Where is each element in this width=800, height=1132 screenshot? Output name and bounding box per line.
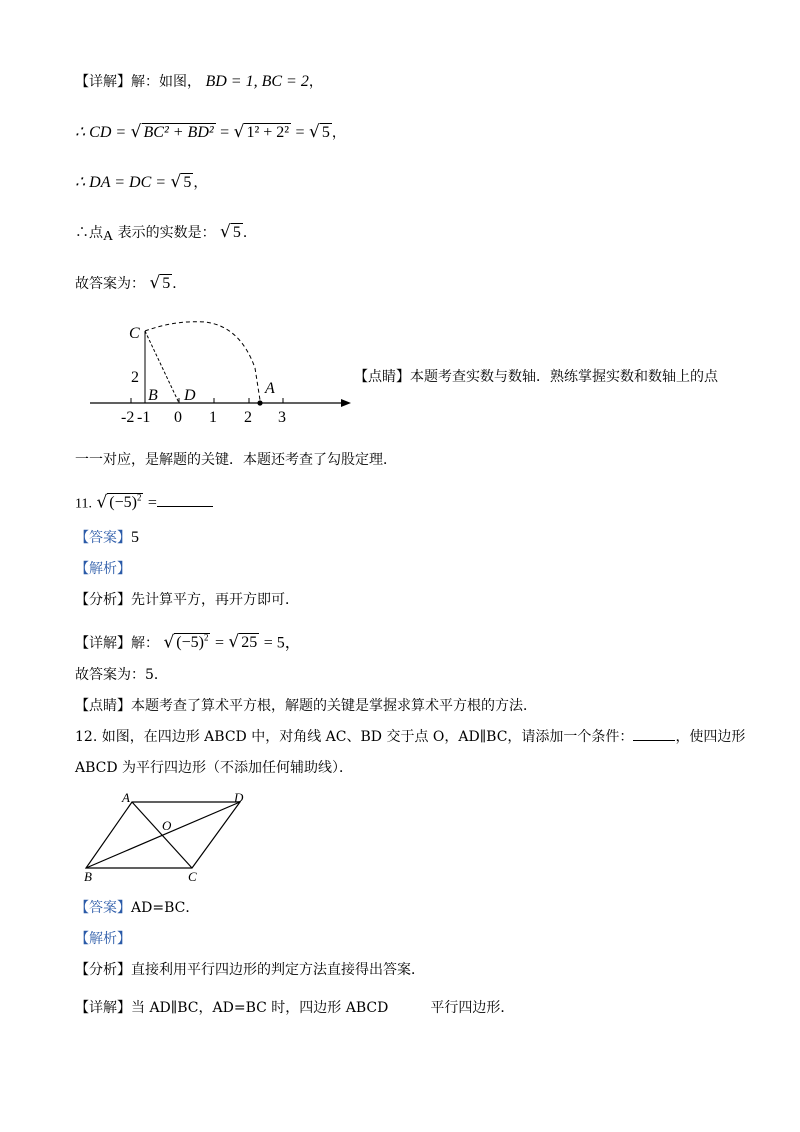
label-b: B <box>148 387 158 404</box>
q10-comment-line2 <box>75 450 397 470</box>
fenxi-text: 先计算平方，再开方即可． <box>131 592 299 608</box>
q10-detail-line: 【详解】解：如图， BD = 1, BC = 2， <box>75 73 323 90</box>
step2-prefix: ∴ DA = DC = <box>75 174 167 191</box>
analysis-tag: 【解析】 <box>75 931 131 947</box>
fenxi-text: 直接利用平行四边形的判定方法直接得出答案． <box>131 962 425 978</box>
axis-arrow-icon <box>341 399 351 407</box>
q11-question <box>75 488 213 514</box>
equals-sign: = <box>214 634 224 652</box>
q12-fenxi <box>75 960 425 980</box>
comment-tag: 【点睛】 <box>354 369 410 385</box>
arc-c-to-a <box>145 322 260 400</box>
question-text-line2: ABCD 为平行四边形（不添加任何辅助线）． <box>75 760 354 776</box>
q11-comment <box>75 696 537 716</box>
q11-fenxi <box>75 590 299 610</box>
final-text: 故答案为：5． <box>75 667 168 683</box>
comment-text: 本题考查了算术平方根，解题的关键是掌握求算术平方根的方法． <box>131 698 537 714</box>
detail-intro: 解：如图， <box>131 74 201 90</box>
sqrt-mid: √ 25 <box>228 632 258 653</box>
point-a-label: A <box>103 229 114 244</box>
q11-answer <box>75 528 139 548</box>
q12-question-line2 <box>75 758 353 778</box>
detail-tag: 【详解】 <box>75 635 131 652</box>
label-d: D <box>234 790 244 805</box>
equals-sign: = <box>147 494 157 512</box>
sqrt-expression: √ $(-5)^2$ <box>163 632 209 653</box>
tick-label: 1 <box>209 409 217 426</box>
q12-detail <box>75 998 514 1018</box>
equals-sign: = <box>220 124 230 141</box>
equals-sign-2: = <box>295 124 305 141</box>
q10-step3: ∴点A 表示的实数是： √ 5 ． <box>75 222 257 244</box>
sqrt-result: √ 5 <box>149 273 171 293</box>
analysis-tag: 【解析】 <box>75 561 131 577</box>
tick-label: -1 <box>137 409 151 426</box>
comment-text: 本题考查实数与数轴．熟练掌握实数和数轴上的点 <box>410 369 718 385</box>
answer-value: AD=BC． <box>131 900 200 916</box>
label-c: C <box>188 869 197 884</box>
tick-label: 3 <box>278 409 286 426</box>
label-b: B <box>84 869 92 884</box>
q10-comment-line1 <box>354 367 718 387</box>
step3-text: ∴点 <box>75 225 103 241</box>
q12-analysis <box>75 929 131 949</box>
q11-detail <box>75 628 301 653</box>
detail-tag: 【详解】 <box>75 74 131 90</box>
q12-question-line1 <box>75 726 745 747</box>
label-o: O <box>162 818 172 833</box>
detail-result: = 5， <box>263 634 301 652</box>
q10-step1: ∴ CD = √ BC² + BD² = √ 1² + 2² = √ 5 ， <box>75 122 346 142</box>
sqrt-result: √ 5 <box>220 222 241 242</box>
q11-analysis <box>75 559 131 579</box>
tick-label: 0 <box>174 409 182 426</box>
label-a: A <box>265 380 275 397</box>
sqrt-expression: √ $(-5)^2$ <box>96 492 142 513</box>
parallelogram-figure <box>80 788 260 888</box>
answer-value: 5 <box>131 529 139 546</box>
point-a-dot <box>257 400 262 405</box>
detail-intro: 解： <box>131 635 159 652</box>
answer-blank <box>633 726 675 741</box>
answer-tag: 【答案】 <box>75 900 131 916</box>
sqrt-result: √ 5 <box>170 172 192 192</box>
fenxi-tag: 【分析】 <box>75 962 131 978</box>
detail-text: 当 AD∥BC，AD=BC 时，四边形 ABCD <box>131 1000 389 1016</box>
detail-tail: 平行四边形． <box>430 1000 515 1016</box>
label-height: 2 <box>131 369 139 386</box>
q12-answer <box>75 898 199 918</box>
sqrt-expression: √ BC² + BD² <box>130 122 214 142</box>
given-values: BD = 1, BC = 2 <box>205 73 309 90</box>
detail-tag: 【详解】 <box>75 1000 131 1016</box>
q10-answer: 故答案为： √ 5 ． <box>75 273 187 293</box>
tick-label: -2 <box>121 409 135 426</box>
answer-text: 故答案为： <box>75 276 145 292</box>
comment-text-cont: 一一对应，是解题的关键．本题还考查了勾股定理． <box>75 452 397 468</box>
question-text: 12. 如图，在四边形 ABCD 中，对角线 AC、BD 交于点 O，AD∥BC，请添加一个条件： <box>75 729 634 745</box>
comment-tag: 【点睛】 <box>75 698 131 714</box>
question-text-cont: ，使四边形 <box>675 729 746 745</box>
answer-blank <box>157 492 213 507</box>
sqrt-expression-2: √ 1² + 2² <box>233 122 290 142</box>
fenxi-tag: 【分析】 <box>75 592 131 608</box>
q10-step2: ∴ DA = DC = √ 5 ， <box>75 172 208 192</box>
label-a: A <box>122 790 130 805</box>
label-c: C <box>129 325 140 342</box>
step3-tail: 表示的实数是： <box>117 225 216 241</box>
tick-label: 2 <box>244 409 252 426</box>
step1-prefix: ∴ CD = <box>75 124 127 141</box>
question-number: 11. <box>75 496 92 512</box>
label-d: D <box>184 387 196 404</box>
answer-tag: 【答案】 <box>75 530 131 546</box>
sqrt-result: √ 5 <box>309 122 330 142</box>
q11-final <box>75 665 168 685</box>
number-line-figure <box>85 318 355 433</box>
